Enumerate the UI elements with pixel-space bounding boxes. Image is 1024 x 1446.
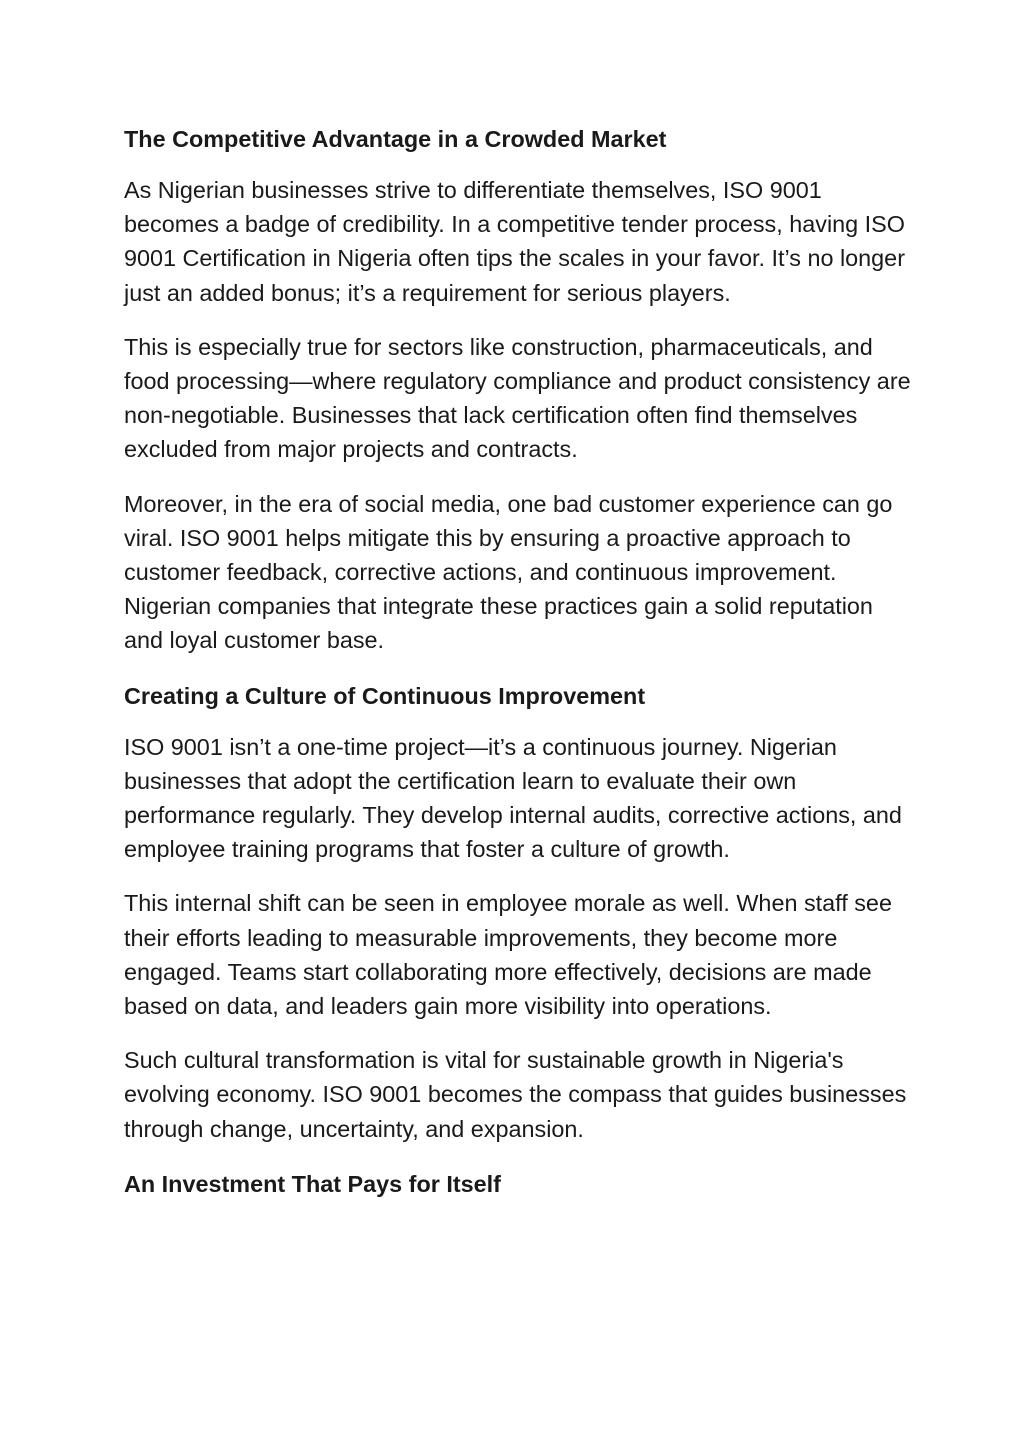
paragraph: As Nigerian businesses strive to differentiate themselves, ISO 9001 becomes a badge of credibility. In a competitive tender process, having ISO 9001 Certification in Nigeria often tips the scales in your favor. It’s no longer just an added bonus; it’s a requirement for serious players. [124,177,905,306]
section-heading-investment: An Investment That Pays for Itself [124,1170,501,1197]
paragraph: Moreover, in the era of social media, one bad customer experience can go viral. ISO 9001 helps mitigate this by ensuring a proactive approach to customer feedback, corrective actions, and continuous improvement. Nigerian companies that integrate these practices gain a solid reputation and loyal customer base. [124,490,893,654]
paragraph: This internal shift can be seen in employee morale as well. When staff see their efforts leading to measurable improvements, they become more engaged. Teams start collaborating more effectively, decisions are made based on data, and leaders gain more visibility into operations. [124,890,892,1020]
section-heading-competitive-advantage: The Competitive Advantage in a Crowded Market [124,126,667,152]
paragraph: ISO 9001 isn’t a one-time project—it’s a continuous journey. Nigerian businesses that adopt the certification learn to evaluate their own performance regularly. They develop internal audits, corrective actions, and employee training programs that foster a culture of growth. [124,733,902,863]
paragraph: This is especially true for sectors like construction, pharmaceuticals, and food processing—where regulatory compliance and product consistency are non-negotiable. Businesses that lack certification often find themselves excluded from major projects and contracts. [124,333,911,463]
section-heading-continuous-improvement: Creating a Culture of Continuous Improvement [124,682,646,709]
document-body [124,122,914,1201]
paragraph: Such cultural transformation is vital for sustainable growth in Nigeria's evolving economy. ISO 9001 becomes the compass that guides businesses through change, uncertainty, and expansion. [124,1047,907,1142]
